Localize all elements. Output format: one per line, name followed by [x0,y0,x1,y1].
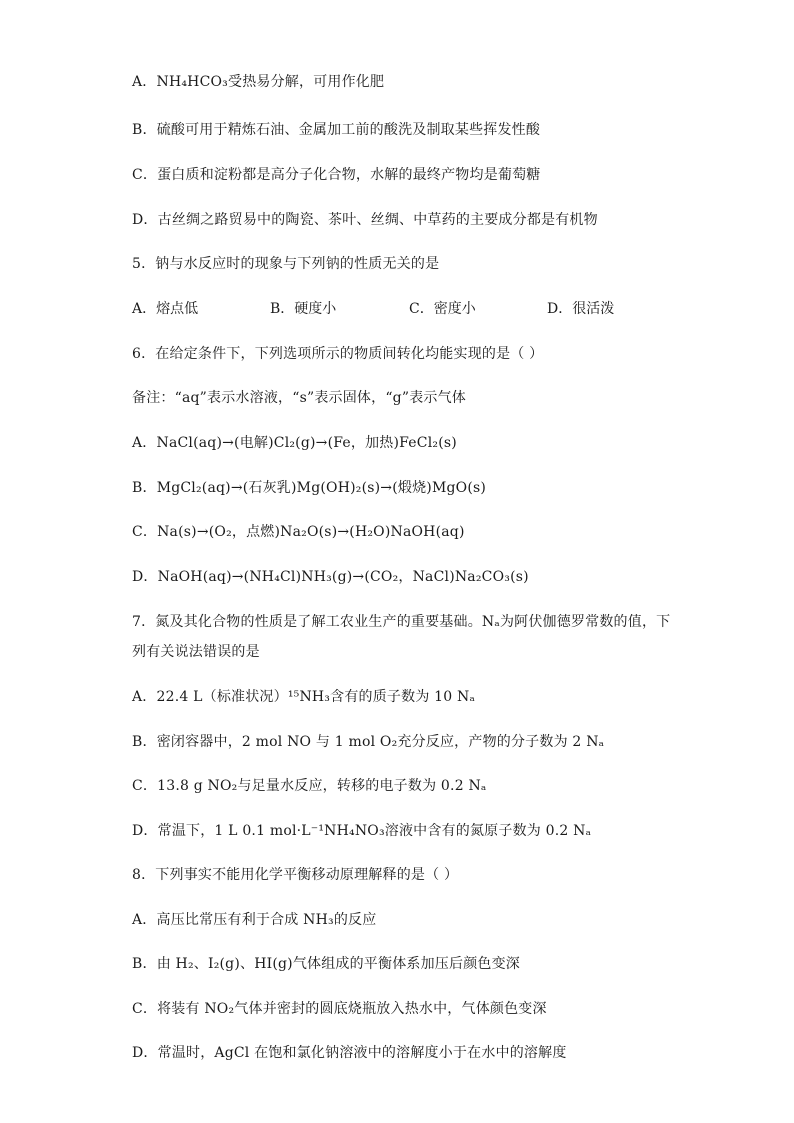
q6-note: 备注：“aq”表示水溶液，“s”表示固体，“g”表示气体 [132,390,466,406]
q6-option-c: C．Na(s)→(O₂，点燃)Na₂O(s)→(H₂O)NaOH(aq) [132,524,465,540]
q7-option-b: B．密闭容器中，2 mol NO 与 1 mol O₂充分反应，产物的分子数为 2 Nₐ [132,734,605,750]
q5-option-d: D．很活泼 [547,301,615,317]
q4-option-c: C．蛋白质和淀粉都是高分子化合物，水解的最终产物均是葡萄糖 [132,167,541,183]
q6-option-d: D．NaOH(aq)→(NH₄Cl)NH₃(g)→(CO₂，NaCl)Na₂CO₃(s) [132,569,529,585]
q8-option-c: C．将装有 NO₂气体并密封的圆底烧瓶放入热水中，气体颜色变深 [132,1001,547,1017]
q8-option-d: D．常温时，AgCl 在饱和氯化钠溶液中的溶解度小于在水中的溶解度 [132,1045,567,1061]
q7-option-d: D．常温下，1 L 0.1 mol·L⁻¹NH₄NO₃溶液中含有的氮原子数为 0.2 Nₐ [132,823,592,839]
q4-option-a: A．NH₄HCO₃受热易分解，可用作化肥 [132,74,385,90]
q8-option-a: A．高压比常压有利于合成 NH₃的反应 [132,912,377,928]
q7-stem-cont: 列有关说法错误的是 [132,644,260,660]
q4-option-d: D．古丝绸之路贸易中的陶瓷、茶叶、丝绸、中草药的主要成分都是有机物 [132,212,598,228]
q6-option-a: A．NaCl(aq)→(电解)Cl₂(g)→(Fe，加热)FeCl₂(s) [132,435,457,451]
q8-option-b: B．由 H₂、I₂(g)、HI(g)气体组成的平衡体系加压后颜色变深 [132,956,521,972]
q7-option-c: C．13.8 g NO₂与足量水反应，转移的电子数为 0.2 Nₐ [132,778,487,794]
q7-stem: 7．氮及其化合物的性质是了解工农业生产的重要基础。Nₐ为阿伏伽德罗常数的值，下 [132,614,671,630]
q8-stem: 8．下列事实不能用化学平衡移动原理解释的是（ ） [132,867,459,883]
q4-option-b: B．硫酸可用于精炼石油、金属加工前的酸洗及制取某些挥发性酸 [132,122,541,138]
q6-option-b: B．MgCl₂(aq)→(石灰乳)Mg(OH)₂(s)→(煅烧)MgO(s) [132,480,487,496]
q5-option-c: C．密度小 [409,301,476,317]
q6-stem: 6．在给定条件下，下列选项所示的物质间转化均能实现的是（ ） [132,346,544,362]
q5-option-b: B．硬度小 [270,301,337,317]
q5-stem: 5．钠与水反应时的现象与下列钠的性质无关的是 [132,256,440,272]
q5-option-a: A．熔点低 [132,301,199,317]
q7-option-a: A．22.4 L（标准状况）¹⁵NH₃含有的质子数为 10 Nₐ [132,689,476,705]
